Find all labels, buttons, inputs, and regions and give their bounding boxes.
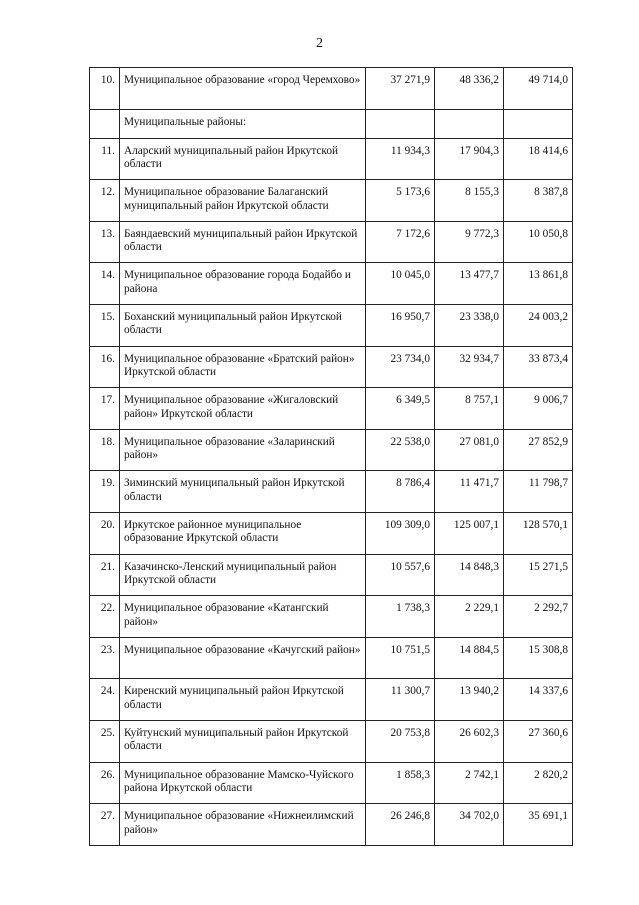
municipality-name: Муниципальное образование «Качугский район»: [120, 637, 366, 679]
value-cell: 14 848,3: [435, 554, 504, 596]
row-number: 15.: [90, 304, 120, 346]
value-cell: 17 904,3: [435, 138, 504, 180]
value-cell: 8 387,8: [504, 180, 573, 222]
row-number: 23.: [90, 637, 120, 679]
row-number: 12.: [90, 180, 120, 222]
row-number: 13.: [90, 221, 120, 263]
row-number: 20.: [90, 512, 120, 554]
table-row: [90, 263, 573, 305]
table-row: [90, 180, 573, 222]
value-cell: 14 884,5: [435, 637, 504, 679]
value-cell: 11 798,7: [504, 471, 573, 513]
table-row: [90, 68, 573, 110]
value-cell: 1 858,3: [366, 762, 435, 804]
value-cell: 11 471,7: [435, 471, 504, 513]
value-cell: 13 940,2: [435, 679, 504, 721]
table-row: [90, 304, 573, 346]
value-cell: 33 873,4: [504, 346, 573, 388]
value-cell: 8 786,4: [366, 471, 435, 513]
value-cell: 49 714,0: [504, 68, 573, 110]
section-title: Муниципальные районы:: [120, 109, 366, 138]
value-cell: 11 300,7: [366, 679, 435, 721]
value-cell: 13 477,7: [435, 263, 504, 305]
value-cell: 32 934,7: [435, 346, 504, 388]
table-body: [90, 68, 573, 846]
table-row: [90, 804, 573, 846]
row-number: [90, 109, 120, 138]
value-cell: 27 360,6: [504, 720, 573, 762]
value-cell: 10 045,0: [366, 263, 435, 305]
value-cell: 8 155,3: [435, 180, 504, 222]
row-number: 26.: [90, 762, 120, 804]
value-cell: 2 229,1: [435, 596, 504, 638]
value-cell: 37 271,9: [366, 68, 435, 110]
municipality-name: Муниципальное образование города Бодайбо и района: [120, 263, 366, 305]
municipality-name: Зиминский муниципальный район Иркутской области: [120, 471, 366, 513]
value-cell: 10 751,5: [366, 637, 435, 679]
municipality-name: Киренский муниципальный район Иркутской области: [120, 679, 366, 721]
value-cell: 18 414,6: [504, 138, 573, 180]
value-cell: 11 934,3: [366, 138, 435, 180]
value-cell: 15 271,5: [504, 554, 573, 596]
value-cell: 14 337,6: [504, 679, 573, 721]
value-cell: [435, 109, 504, 138]
table-row: [90, 221, 573, 263]
value-cell: 35 691,1: [504, 804, 573, 846]
value-cell: [504, 109, 573, 138]
row-number: 11.: [90, 138, 120, 180]
budget-table: [89, 67, 573, 846]
row-number: 25.: [90, 720, 120, 762]
municipality-name: Муниципальное образование «Нижнеилимский район»: [120, 804, 366, 846]
value-cell: 15 308,8: [504, 637, 573, 679]
value-cell: 1 738,3: [366, 596, 435, 638]
table-row: [90, 762, 573, 804]
value-cell: 16 950,7: [366, 304, 435, 346]
municipality-name: Муниципальное образование «Заларинский район»: [120, 429, 366, 471]
value-cell: 6 349,5: [366, 388, 435, 430]
value-cell: 2 292,7: [504, 596, 573, 638]
page-number: 2: [316, 36, 323, 51]
value-cell: 27 852,9: [504, 429, 573, 471]
value-cell: 128 570,1: [504, 512, 573, 554]
table-row: [90, 471, 573, 513]
value-cell: 2 742,1: [435, 762, 504, 804]
value-cell: 26 602,3: [435, 720, 504, 762]
municipality-name: Баяндаевский муниципальный район Иркутской области: [120, 221, 366, 263]
row-number: 10.: [90, 68, 120, 110]
row-number: 14.: [90, 263, 120, 305]
value-cell: 27 081,0: [435, 429, 504, 471]
section-row: [90, 109, 573, 138]
value-cell: 109 309,0: [366, 512, 435, 554]
municipality-name: Муниципальное образование Балаганский муниципальный район Иркутской области: [120, 180, 366, 222]
row-number: 24.: [90, 679, 120, 721]
value-cell: 9 006,7: [504, 388, 573, 430]
municipality-name: Муниципальное образование «город Черемхово»: [120, 68, 366, 110]
table-row: [90, 346, 573, 388]
value-cell: 24 003,2: [504, 304, 573, 346]
row-number: 22.: [90, 596, 120, 638]
value-cell: [366, 109, 435, 138]
value-cell: 7 172,6: [366, 221, 435, 263]
value-cell: 5 173,6: [366, 180, 435, 222]
value-cell: 8 757,1: [435, 388, 504, 430]
table-row: [90, 138, 573, 180]
value-cell: 26 246,8: [366, 804, 435, 846]
table-row: [90, 596, 573, 638]
table-row: [90, 388, 573, 430]
row-number: 27.: [90, 804, 120, 846]
row-number: 21.: [90, 554, 120, 596]
municipality-name: Боханский муниципальный район Иркутской области: [120, 304, 366, 346]
value-cell: 9 772,3: [435, 221, 504, 263]
municipality-name: Муниципальное образование Мамско-Чуйского района Иркутской области: [120, 762, 366, 804]
municipality-name: Муниципальное образование «Братский район» Иркутской области: [120, 346, 366, 388]
row-number: 16.: [90, 346, 120, 388]
value-cell: 23 338,0: [435, 304, 504, 346]
table-row: [90, 637, 573, 679]
value-cell: 34 702,0: [435, 804, 504, 846]
table-row: [90, 512, 573, 554]
municipality-name: Аларский муниципальный район Иркутской области: [120, 138, 366, 180]
table-row: [90, 679, 573, 721]
municipality-name: Муниципальное образование «Катангский район»: [120, 596, 366, 638]
table-row: [90, 429, 573, 471]
value-cell: 10 557,6: [366, 554, 435, 596]
value-cell: 13 861,8: [504, 263, 573, 305]
value-cell: 23 734,0: [366, 346, 435, 388]
value-cell: 20 753,8: [366, 720, 435, 762]
municipality-name: Муниципальное образование «Жигаловский район» Иркутской области: [120, 388, 366, 430]
value-cell: 22 538,0: [366, 429, 435, 471]
row-number: 19.: [90, 471, 120, 513]
value-cell: 2 820,2: [504, 762, 573, 804]
table-row: [90, 554, 573, 596]
municipality-name: Куйтунский муниципальный район Иркутской области: [120, 720, 366, 762]
table-row: [90, 720, 573, 762]
municipality-name: Казачинско-Ленский муниципальный район Иркутской области: [120, 554, 366, 596]
value-cell: 10 050,8: [504, 221, 573, 263]
value-cell: 48 336,2: [435, 68, 504, 110]
row-number: 17.: [90, 388, 120, 430]
municipality-name: Иркутское районное муниципальное образование Иркутской области: [120, 512, 366, 554]
value-cell: 125 007,1: [435, 512, 504, 554]
row-number: 18.: [90, 429, 120, 471]
